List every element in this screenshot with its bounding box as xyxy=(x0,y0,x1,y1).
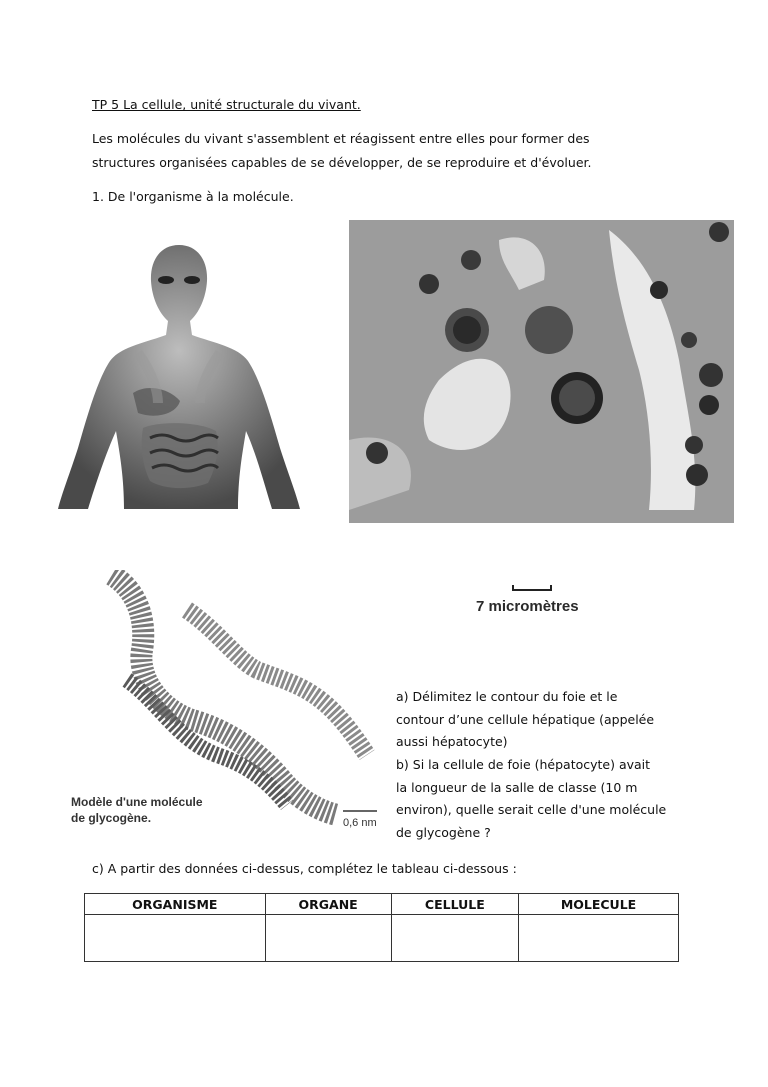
intro-line-1: Les molécules du vivant s'assemblent et réagissent entre elles pour former des xyxy=(92,131,590,146)
question-b-line-3: environ), quelle serait celle d'une molécule xyxy=(396,802,667,817)
human-body-illustration xyxy=(58,243,300,511)
header-cellule: CELLULE xyxy=(391,894,518,915)
cell-cellule[interactable] xyxy=(391,915,518,962)
question-a-line-1: a) Délimitez le contour du foie et le xyxy=(396,689,618,704)
molecule-caption-line-1: Modèle d'une molécule xyxy=(71,795,203,809)
question-c: c) A partir des données ci-dessus, complétez le tableau ci-dessous : xyxy=(92,861,517,876)
question-a-line-2: contour d’une cellule hépatique (appelée xyxy=(396,712,655,727)
page-title: TP 5 La cellule, unité structurale du vivant. xyxy=(92,97,361,112)
header-molecule: MOLECULE xyxy=(519,894,679,915)
table-row xyxy=(85,915,679,962)
cell-molecule[interactable] xyxy=(519,915,679,962)
header-organisme: ORGANISME xyxy=(85,894,266,915)
intro-line-2: structures organisées capables de se développer, de se reproduire et d'évoluer. xyxy=(92,155,592,170)
question-b-line-2: la longueur de la salle de classe (10 m xyxy=(396,780,638,795)
section-heading: 1. De l'organisme à la molécule. xyxy=(92,189,294,204)
cell-organisme[interactable] xyxy=(85,915,266,962)
header-organe: ORGANE xyxy=(265,894,391,915)
question-a-line-3: aussi hépatocyte) xyxy=(396,734,508,749)
micrograph-scale-bar xyxy=(512,585,552,591)
molecule-caption-line-2: de glycogène. xyxy=(71,811,152,825)
molecule-scale-label: 0,6 nm xyxy=(343,817,377,829)
table-header-row xyxy=(85,894,679,915)
question-b-line-4: de glycogène ? xyxy=(396,825,491,840)
liver-cell-micrograph xyxy=(349,220,734,523)
cell-organe[interactable] xyxy=(265,915,391,962)
micrograph-scale-label: 7 micromètres xyxy=(476,598,579,615)
question-b-line-1: b) Si la cellule de foie (hépatocyte) avait xyxy=(396,757,651,772)
classification-table xyxy=(84,893,679,962)
glycogen-molecule-model xyxy=(67,570,379,832)
